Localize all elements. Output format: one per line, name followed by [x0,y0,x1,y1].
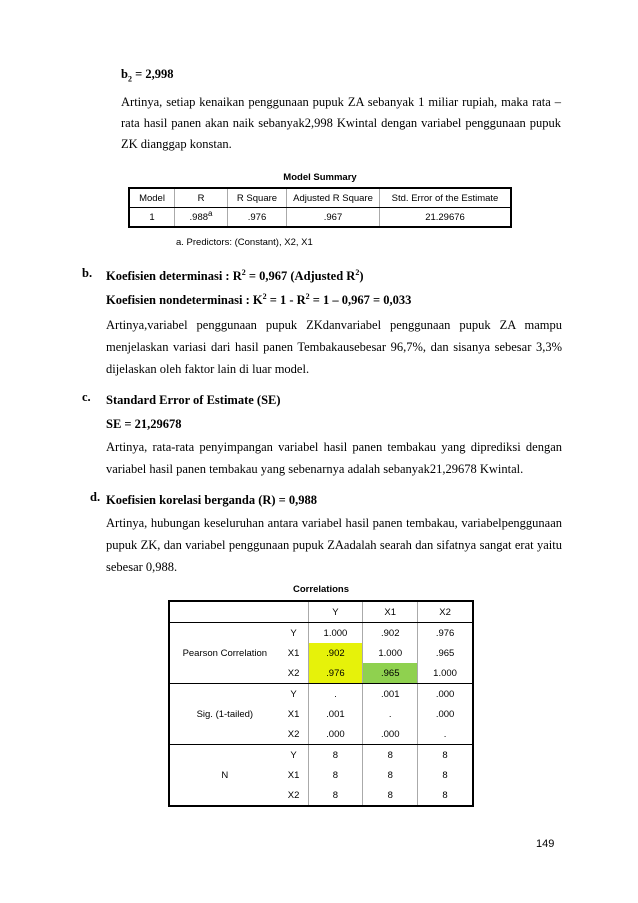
ms-footnote: a. Predictors: (Constant), X2, X1 [176,237,313,248]
cr-cell: .000 [363,724,418,745]
cr-header-y: Y [308,601,363,623]
cr-var: Y [290,688,297,700]
cr-var: X2 [280,663,308,684]
cr-cell: .000 [418,684,473,705]
cr-header-blank [169,601,280,623]
section-d-line1: Koefisien korelasi berganda (R) = 0,988 [106,493,318,507]
cr-var: X1 [287,647,300,659]
cr-cell: 8 [363,745,418,766]
ms-header-r-square: R Square [228,188,287,208]
section-b-line1: Koefisien determinasi : $R^2 = 0,967$ (Adjusted $R^2$) [106,267,364,283]
model-summary-table [128,187,512,228]
cr-var: X2 [287,789,300,801]
cr-cell: .965 [418,643,473,663]
section-b-line2: Koefisien nondeterminasi : $K^2 = 1 - R^2 = 1 - 0,967 = 0,033$ [106,291,412,307]
ms-cell-adj-r-square: .967 [287,208,380,228]
cr-header-x2: X2 [418,601,473,623]
cr-cell: . [308,684,363,705]
b2-heading: $b_2 = 2,998$ [121,67,174,84]
section-c-label: c. [82,390,91,404]
cr-cell-highlight: .902 [308,643,363,663]
cr-var: Y [290,627,297,639]
cr-cell: . [363,704,418,724]
section-d-paragraph: Artinya, hubungan keseluruhan antara variabel hasil panen tembakau, variabelpenggunaan pupuk ZK, dan variabel penggunaan pupuk ZAadalah searah dan sifatnya sangat erat yaitu sebesar 0,988. [106,516,562,574]
correlations-table [168,600,474,807]
section-c-line2: SE = 21,29678 [106,417,182,431]
cr-cell: .001 [308,704,363,724]
cr-cell: .000 [418,704,473,724]
cr-group-n: N [221,769,229,781]
page-number: 149 [536,838,555,850]
cr-cell: 8 [308,765,363,785]
cr-cell-highlight: .976 [308,663,363,684]
cr-cell: 8 [418,745,473,766]
cr-cell: 1.000 [418,663,473,684]
ms-header-model: Model [129,188,175,208]
cr-cell: 8 [363,765,418,785]
cr-var: X1 [287,769,300,781]
ms-cell-model: 1 [129,208,175,228]
section-c-paragraph: Artinya, rata-rata penyimpangan variabel hasil panen tembakau yang diprediksi dengan variabel hasil panen tembakau yang sebenarnya adalah sebanyak21,29678 Kwintal. [106,440,562,476]
cr-var: X1 [287,708,300,720]
cr-group-pearson: Pearson Correlation [169,623,280,684]
cr-cell: .000 [308,724,363,745]
cr-cell: 8 [363,785,418,806]
ms-header-adj-r-square: Adjusted R Square [287,188,380,208]
cr-header-blank2 [280,601,308,623]
cr-cell: 8 [308,745,363,766]
cr-cell-highlight: .965 [363,663,418,684]
ms-cell-std-error: 21.29676 [380,208,512,228]
ms-header-r: R [175,188,228,208]
cr-cell: 8 [418,785,473,806]
cr-var: Y [290,749,297,761]
b2-paragraph: Artinya, setiap kenaikan penggunaan pupuk ZA sebanyak 1 miliar rupiah, maka rata – rata hasil panen akan naik sebanyak2,998 Kwintal dengan variabel penggunaan pupuk ZK dianggap konstan. [121,95,561,151]
correlations-title: Correlations [293,584,349,595]
cr-cell: 1.000 [363,643,418,663]
cr-var: X2 [280,724,308,745]
cr-cell: 1.000 [308,623,363,644]
section-b-paragraph: Artinya,variabel penggunaan pupuk ZKdanvariabel penggunaan pupuk ZA mampu menjelaskan variasi dari hasil panen Tembakausebesar 96,7%, dan sisanya sebesar 3,3% dijelaskan oleh faktor lain di luar model. [106,318,562,376]
cr-group-sig: Sig. (1-tailed) [169,684,280,745]
cr-cell: .976 [418,623,473,644]
section-c-line1: Standard Error of Estimate (SE) [106,393,281,407]
cr-cell: .902 [363,623,418,644]
section-d-label: d. [90,490,101,504]
cr-header-x1: X1 [363,601,418,623]
cr-cell: 8 [418,765,473,785]
model-summary-title: Model Summary [283,172,357,183]
ms-header-std-error: Std. Error of the Estimate [380,188,512,208]
ms-cell-r-square: .976 [228,208,287,228]
cr-cell: .001 [363,684,418,705]
cr-cell: . [418,724,473,745]
section-b-label: b. [82,266,93,280]
ms-cell-r: .988$^a$ [175,208,228,228]
cr-cell: 8 [308,785,363,806]
